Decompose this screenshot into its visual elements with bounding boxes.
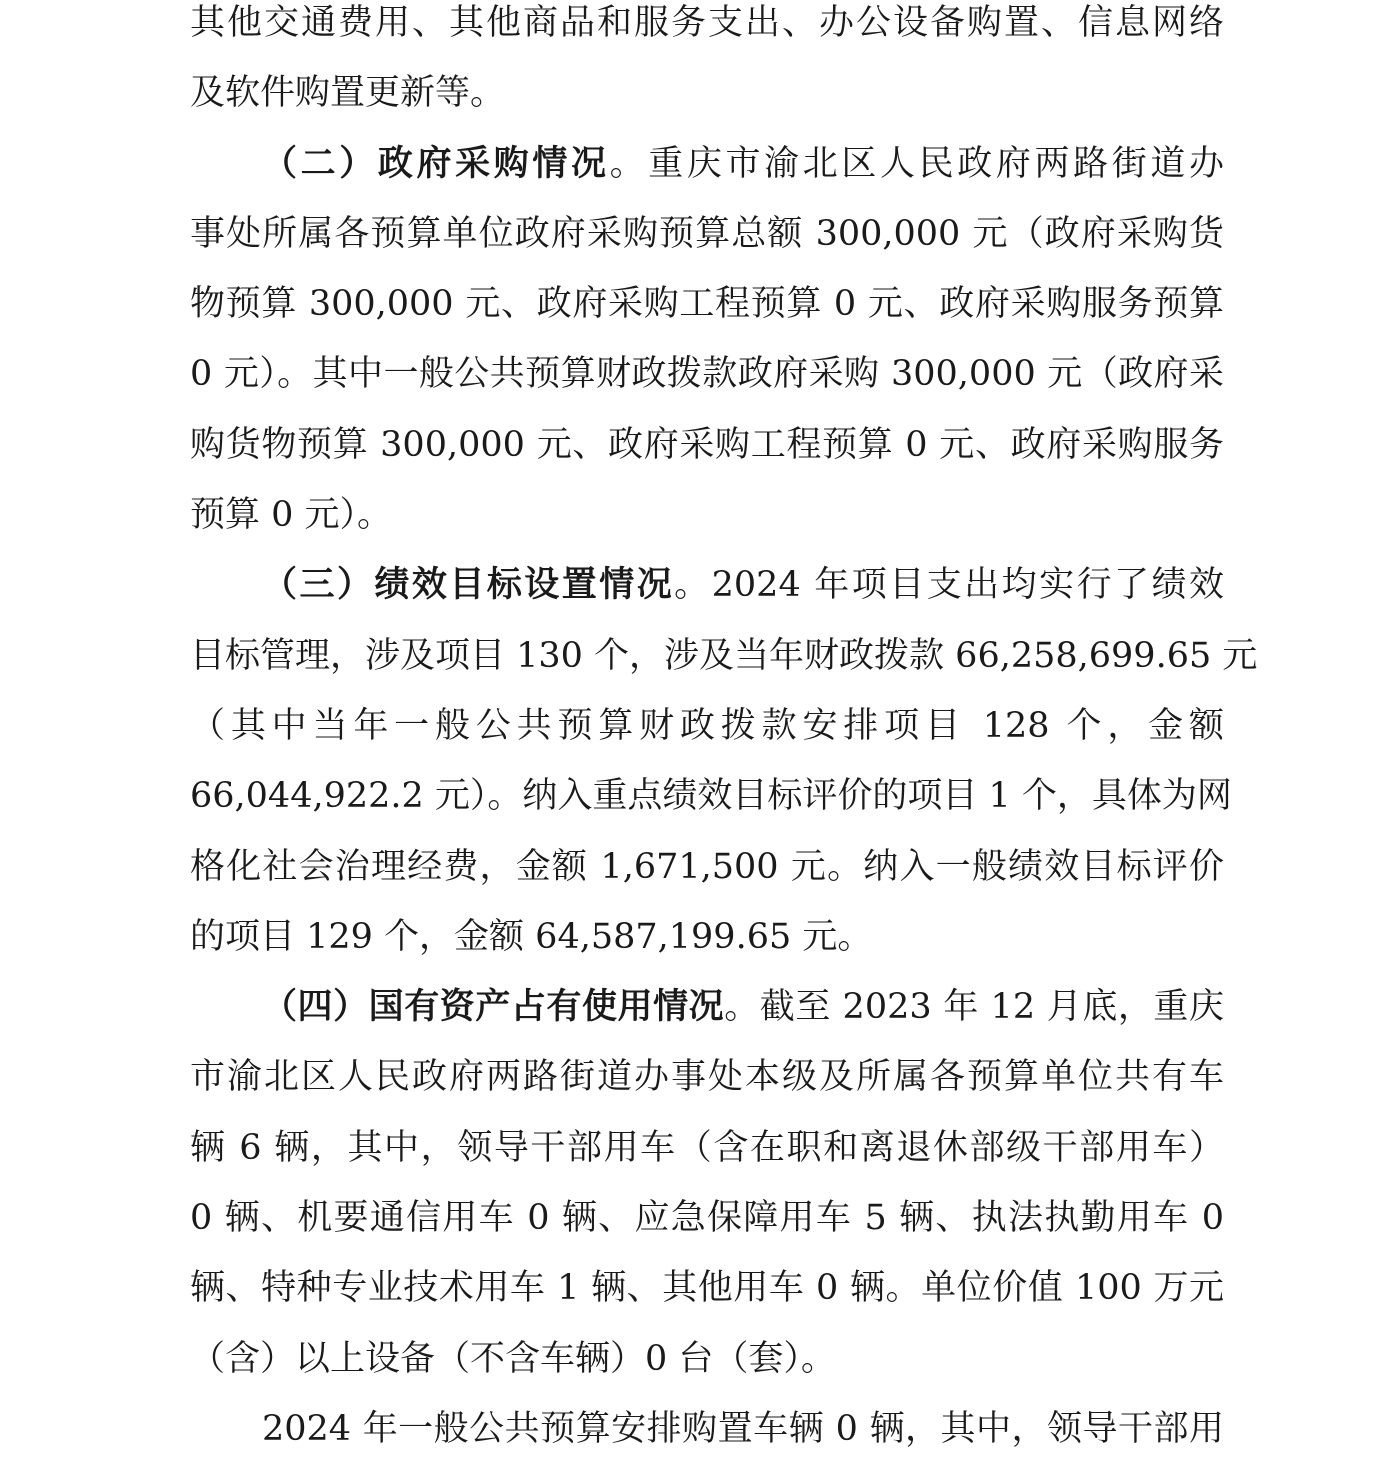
text-line: 0 辆、机要通信用车 0 辆、应急保障用车 5 辆、执法执勤用车 0 (190, 1198, 1224, 1239)
text-line: 预算 0 元）。 (190, 495, 393, 536)
document-body (190, 0, 1258, 1476)
text-run: 。重庆市渝北区人民政府两路街道办 (609, 143, 1224, 184)
text-line: 事处所属各预算单位政府采购预算总额 300,000 元（政府采购货 (190, 213, 1224, 254)
text-line (190, 141, 1224, 211)
text-line: 辆、特种专业技术用车 1 辆、其他用车 0 辆。单位价值 100 万元 (190, 1268, 1224, 1309)
paragraph-state-assets (190, 984, 1224, 1406)
text-line: 其他交通费用、其他商品和服务支出、办公设备购置、信息网络 (190, 3, 1224, 43)
text-line: 66,044,922.2 元）。纳入重点绩效目标评价的项目 1 个，具体为网 (190, 776, 1232, 817)
text-run: 。截至 2023 年 12 月底，重庆 (724, 987, 1224, 1028)
text-line: 及软件购置更新等。 (190, 73, 506, 114)
text-line: 市渝北区人民政府两路街道办事处本级及所属各预算单位共有车 (190, 1057, 1224, 1098)
text-line: （其中当年一般公共预算财政拨款安排项目 128 个，金额 (190, 705, 1224, 746)
text-line: 辆 6 辆，其中，领导干部用车（含在职和离退休部级干部用车） (190, 1127, 1224, 1168)
text-line (190, 562, 1224, 632)
paragraph-vehicle-purchase (190, 1406, 1224, 1476)
section-heading: （三）绩效目标设置情况 (262, 564, 675, 606)
text-line: 物预算 300,000 元、政府采购工程预算 0 元、政府采购服务预算 (190, 284, 1224, 325)
text-line: 的项目 129 个，金额 64,587,199.65 元。 (190, 916, 873, 957)
text-line: 购货物预算 300,000 元、政府采购工程预算 0 元、政府采购服务 (190, 424, 1224, 465)
text-line (190, 984, 1224, 1054)
text-line: （含）以上设备（不含车辆）0 台（套）。 (190, 1338, 836, 1379)
text-run: 。2024 年项目支出均实行了绩效 (674, 565, 1224, 606)
text-line: 0 元）。其中一般公共预算财政拨款政府采购 300,000 元（政府采 (190, 354, 1224, 395)
section-heading: （二）政府采购情况 (262, 142, 610, 184)
paragraph-government-procurement (190, 141, 1224, 563)
text-line: 格化社会治理经费，金额 1,671,500 元。纳入一般绩效目标评价 (190, 846, 1224, 887)
paragraph-continuation (190, 0, 1224, 141)
text-line: 目标管理，涉及项目 130 个，涉及当年财政拨款 66,258,699.65 元 (190, 635, 1258, 676)
text-line: 2024 年一般公共预算安排购置车辆 0 辆，其中，领导干部用 (262, 1408, 1224, 1449)
section-heading: （四）国有资产占有使用情况 (262, 986, 725, 1028)
paragraph-performance-targets (190, 562, 1258, 984)
